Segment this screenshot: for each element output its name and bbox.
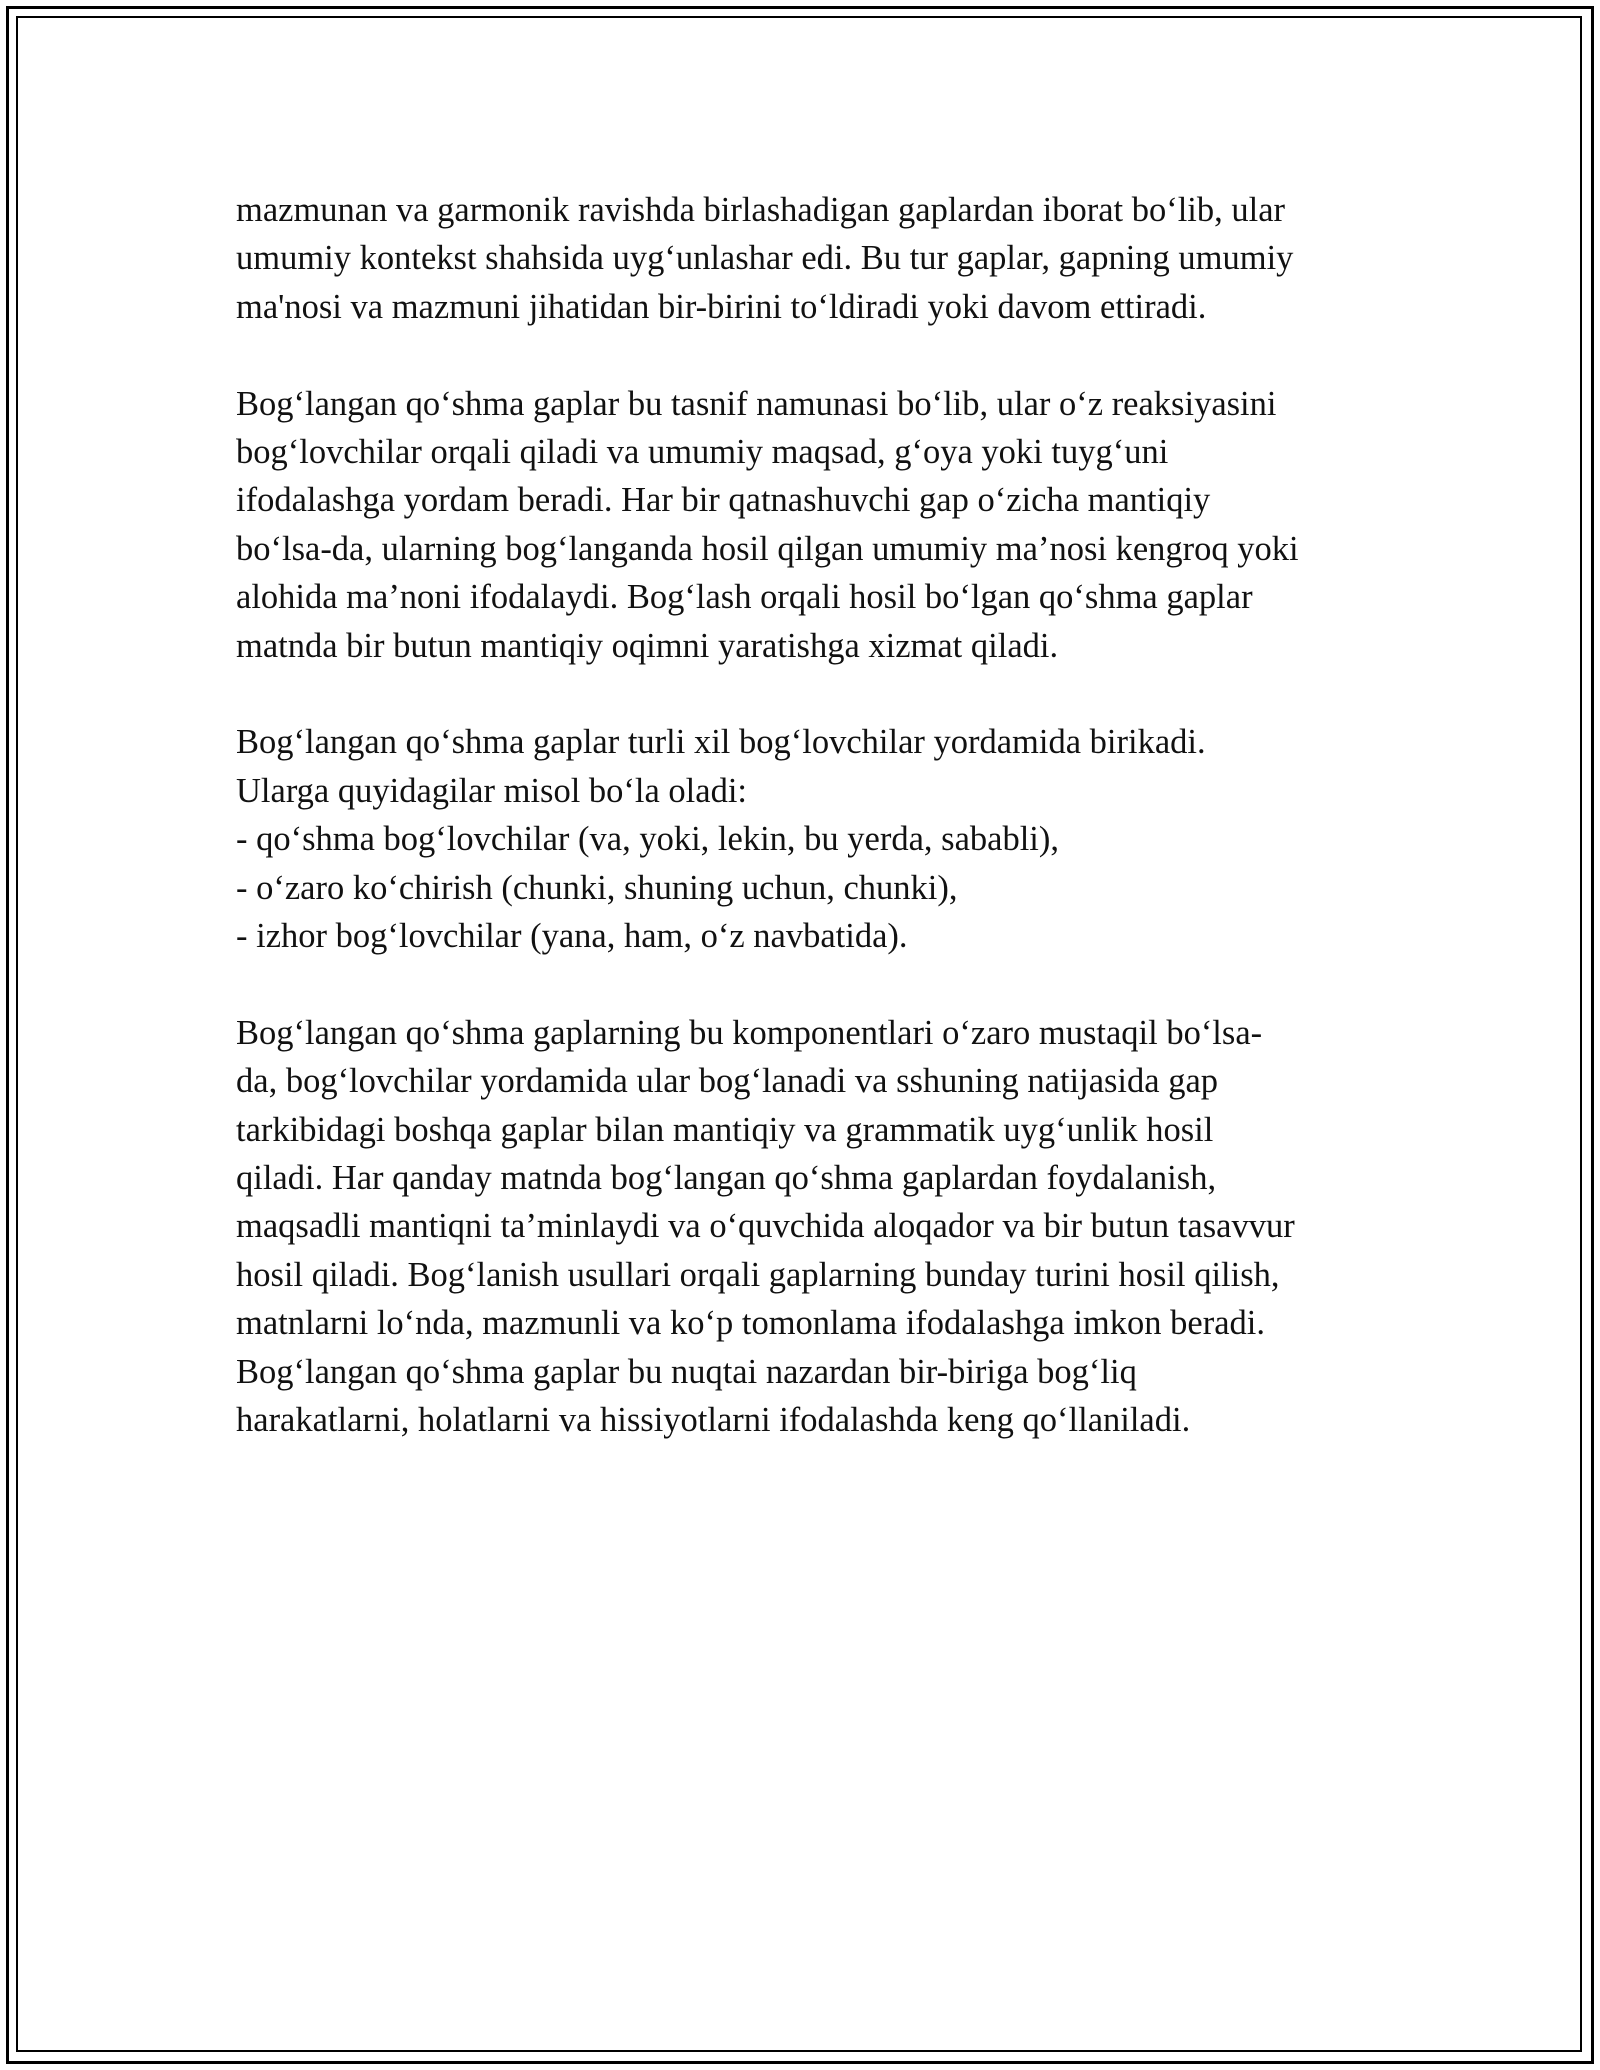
text-line: Bog‘langan qo‘shma gaplar turli xil bog‘lovchilar yordamida birikadi.: [236, 723, 1206, 762]
text-line: mazmunan va garmonik ravishda birlashadigan gaplardan iborat bo‘lib, ular: [236, 191, 1286, 229]
paragraph-1: [236, 186, 1376, 331]
text-line: umumiy kontekst shahsida uyg‘unlashar edi. Bu tur gaplar, gapning umumiy: [236, 239, 1294, 278]
text-line: Bog‘langan qo‘shma gaplar bu nuqtai nazardan bir-biriga bog‘liq: [236, 1352, 1137, 1391]
text-line: harakatlarni, holatlarni va hissiyotlarni ifodalashda keng qo‘llaniladi.: [236, 1401, 1191, 1440]
text-line: qiladi. Har qanday matnda bog‘langan qo‘shma gaplardan foydalanish,: [236, 1159, 1217, 1198]
text-line: hosil qiladi. Bog‘lanish usullari orqali gaplarning bunday turini hosil qilish,: [236, 1255, 1280, 1294]
text-line: bog‘lovchilar orqali qiladi va umumiy maqsad, g‘oya yoki tuyg‘uni: [236, 433, 1169, 472]
text-line: matnlarni lo‘nda, mazmunli va ko‘p tomonlama ifodalashga imkon beradi.: [236, 1304, 1265, 1343]
list-item: - qo‘shma bog‘lovchilar (va, yoki, lekin, bu yerda, sababli),: [236, 820, 1059, 859]
paragraph-2: [236, 380, 1376, 670]
document-body: [236, 186, 1376, 1493]
text-line: maqsadli mantiqni ta’minlaydi va o‘quvchida aloqador va bir butun tasavvur: [236, 1207, 1295, 1246]
text-line: Ularga quyidagilar misol bo‘la oladi:: [236, 771, 747, 810]
list-item: - izhor bog‘lovchilar (yana, ham, o‘z navbatida).: [236, 917, 908, 956]
text-line: Bog‘langan qo‘shma gaplarning bu komponentlari o‘zaro mustaqil bo‘lsa-: [236, 1013, 1263, 1052]
text-line: Bog‘langan qo‘shma gaplar bu tasnif namunasi bo‘lib, ular o‘z reaksiyasini: [236, 384, 1277, 423]
text-line: matnda bir butun mantiqiy oqimni yaratishga xizmat qiladi.: [236, 626, 1059, 665]
text-line: bo‘lsa-da, ularning bog‘langanda hosil qilgan umumiy ma’nosi kengroq yoki: [236, 529, 1299, 568]
text-line: tarkibidagi boshqa gaplar bilan mantiqiy va grammatik uyg‘unlik hosil: [236, 1110, 1214, 1149]
paragraph-3: [236, 718, 1376, 960]
text-line: ifodalashga yordam beradi. Har bir qatnashuvchi gap o‘zicha mantiqiy: [236, 481, 1211, 520]
text-line: alohida ma’noni ifodalaydi. Bog‘lash orqali hosil bo‘lgan qo‘shma gaplar: [236, 578, 1253, 617]
text-line: da, bog‘lovchilar yordamida ular bog‘lanadi va sshuning natijasida gap: [236, 1062, 1219, 1101]
text-line: ma'nosi va mazmuni jihatidan bir-birini to‘ldiradi yoki davom ettiradi.: [236, 287, 1207, 326]
paragraph-4: [236, 1009, 1376, 1445]
list-item: - o‘zaro ko‘chirish (chunki, shuning uchun, chunki),: [236, 868, 958, 907]
